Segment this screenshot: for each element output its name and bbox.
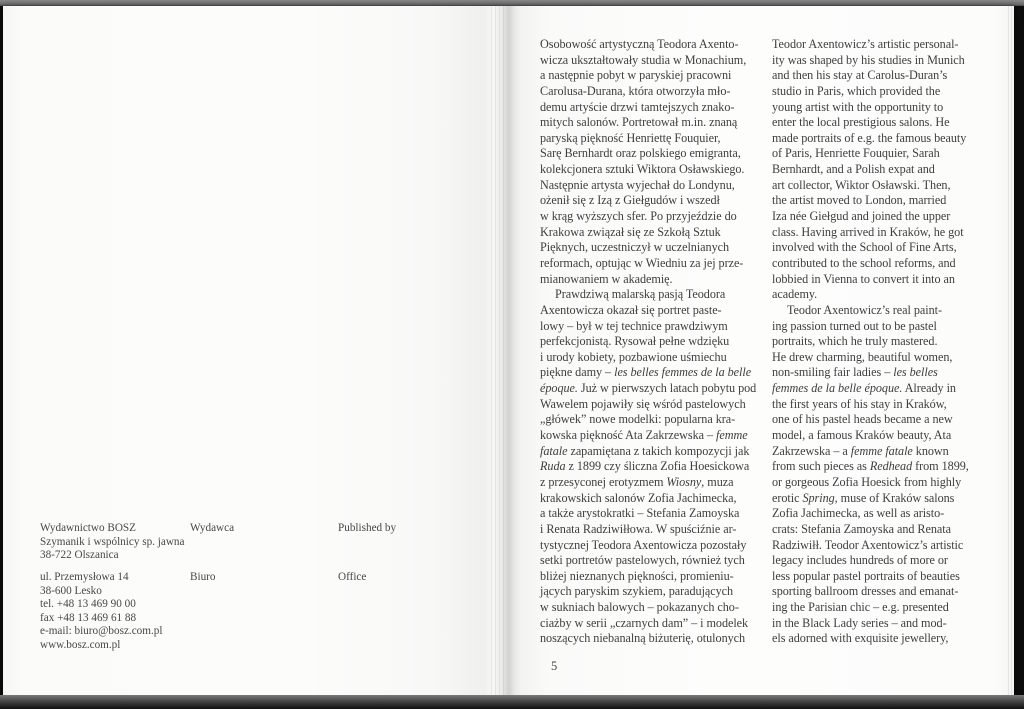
polish-text-column (540, 37, 762, 647)
stacked-page-edges (488, 6, 504, 695)
photo-bottom-edge (0, 695, 1024, 709)
colophon-office-address: ul. Przemysłowa 14 38-600 Lesko tel. +48 13 469 90 00 fax +48 13 469 61 88 e-mail: biuro@bosz.com.pl www.bosz.com.pl (40, 571, 163, 651)
page-number: 5 (551, 659, 558, 673)
english-paragraph-1: Teodor Axentowicz’s artistic personal- ity was shaped by his studies in Munich and then his stay at Carolus-Duran’s studio in Paris, which provided the young artist with the opportunity to enter the local prestigious salons. He made portraits of e.g. the famous beauty of Paris, Henriette Fouquier, Sarah Bernhardt, and a Polish expat and art collector, Wiktor Osławski. Then, the artist moved to London, married Iza née Giełgud and joined the upper class. Having arrived in Kraków, he got involved with the School of Fine Arts, contributed to the school reforms, and lobbied in Vienna to convert it into an academy. (772, 37, 967, 302)
colophon-label-published-by: Published by (338, 522, 397, 534)
colophon-label-biuro: Biuro (190, 571, 216, 583)
left-page (3, 6, 490, 695)
book-gutter-fold (486, 6, 523, 695)
polish-paragraph-2: Prawdziwą malarską pasją Teodora Axentowicza okazał się portret paste- lowy – był w tej technice prawdziwym perfekcjonistą. Rysował pełne wdzięku i urody kobiety, pozbawione uśmiechu piękne damy – les belles femmes de la belle époque. Już w pierwszych latach pobytu pod Wawelem pojawiły się wśród pastelowych „główek” nowe modelki: popularna kra- kowska piękność Ata Zakrzewska – femme fatale zapamiętana z takich kompozycji jak Ruda z 1899 czy śliczna Zofia Hoesickowa z przesyconej erotyzmem Wiosny, muza krakowskich salonów Zofia Jachimecka, a także arystokratki – Stefania Zamoyska i Renata Radziwiłłowa. W spuściźnie ar- tystycznej Teodora Axentowicza pozostały setki portretów pastelowych, również tych bliżej nieznanych piękności, promieniu- jących paryskim szykiem, paradujących w sukniach balowych – pokazanych cho- ciażby w serii „czarnych dam” – i modelek noszących niebanalną biżuterię, otulonych (540, 287, 757, 646)
english-paragraph-2: Teodor Axentowicz’s real paint- ing passion turned out to be pastel portraits, which he truly mastered. He drew charming, beautiful women, non-smiling fair ladies – les belles femmes de la belle époque. Already in the first years of his stay in Kraków, one of his pastel heads became a new model, a famous Kraków beauty, Ata Zakrzewska – a femme fatale known from such pieces as Redhead from 1899, or gorgeous Zofia Hoesick from highly erotic Spring, muse of Kraków salons Zofia Jachimecka, as well as aristo- crats: Stefania Zamoyska and Renata Radziwiłł. Teodor Axentowicz’s artistic legacy includes hundreds of more or less popular pastel portraits of beauties sporting ballroom dresses and emanat- ing the Parisian chic – e.g. presented in the Black Lady series – and mod- els adorned with exquisite jewellery, (772, 302, 969, 646)
english-text-column (772, 37, 1010, 647)
book-spread (3, 6, 1014, 695)
colophon-publisher-address: Wydawnictwo BOSZ Szymanik i wspólnicy sp. jawna 38-722 Olszanica (40, 522, 185, 562)
colophon-label-office: Office (338, 571, 367, 583)
polish-paragraph-1: Osobowość artystyczną Teodora Axento- wicza ukształtowały studia w Monachium, a następnie pobyt w paryskiej pracowni Carolusa-Durana, która otworzyła mło- demu artyście drzwi tamtejszych znako- mitych salonów. Portretował m.in. znaną paryską piękność Henriettę Fouquier, Sarę Bernhardt oraz polskiego emigranta, kolekcjonera sztuki Wiktora Osławskiego. Następnie artysta wyjechał do Londynu, ożenił się z Izą z Giełgudów i wszedł w krąg wyższych sfer. Po przyjeździe do Krakowa związał się ze Szkołą Sztuk Pięknych, uczestniczył w uczelnianych reformach, optując w Wiedniu za jej prze- mianowaniem w akademię. (540, 37, 747, 286)
colophon-label-wydawca: Wydawca (190, 522, 235, 534)
